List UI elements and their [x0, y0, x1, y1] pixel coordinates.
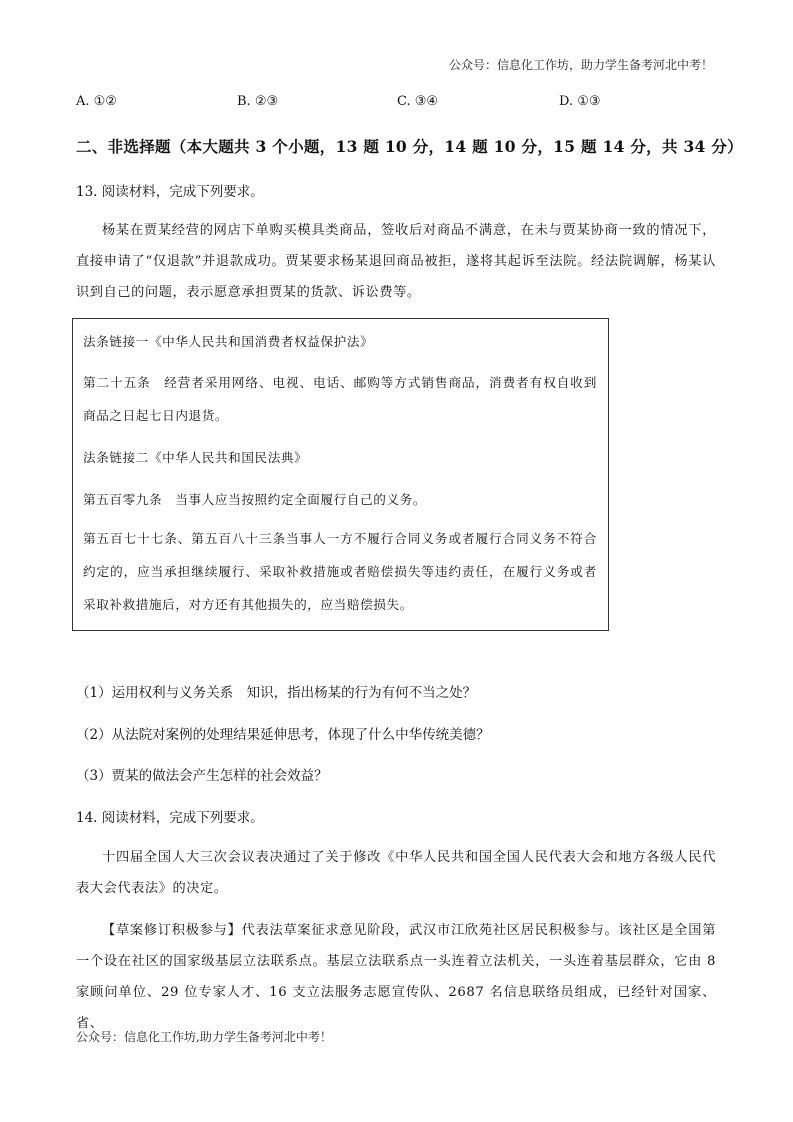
option-b: B. ②③ [237, 94, 279, 109]
option-a: A. ①② [76, 94, 117, 109]
option-d: D. ①③ [559, 94, 601, 109]
answer-options [76, 94, 716, 114]
law-article-25: 第二十五条 经营者采用网络、电视、电话、邮购等方式销售商品，消费者有权自收到商品之日起七日内退货。 [83, 375, 597, 423]
law-article-577-583: 第五百七十七条、第五百八十三条当事人一方不履行合同义务或者履行合同义务不符合约定的，应当承担继续履行、采取补救措施或者赔偿损失等违约责任，在履行义务或者采取补救措施后，对方还有其他损失的，应当赔偿损失。 [83, 531, 597, 612]
q14-title: 14. 阅读材料，完成下列要求。 [76, 810, 264, 826]
law-link-2: 法条链接二《中华人民共和国民法典》 [83, 450, 308, 465]
law-article-509: 第五百零九条 当事人应当按照约定全面履行自己的义务。 [83, 492, 427, 507]
q14-intro: 十四届全国人大三次会议表决通过了关于修改《中华人民共和国全国人民代表大会和地方各级人民代表大会代表法》的决定。 [76, 850, 716, 896]
q13-sub-2: （2）从法院对案例的处理结果延伸思考，体现了什么中华传统美德？ [76, 727, 490, 743]
header-note: 公众号：信息化工作坊，助力学生备考河北中考！ [448, 58, 713, 72]
footer-note: 公众号：信息化工作坊,助力学生备考河北中考！ [76, 1030, 332, 1044]
option-c: C. ③④ [397, 94, 439, 109]
q13-material: 杨某在贾某经营的网店下单购买模具类商品，签收后对商品不满意，在未与贾某协商一致的情况下，直接申请了“仅退款”并退款成功。贾某要求杨某退回商品被拒，遂将其起诉至法院。经法院调解，杨某认识到自己的问题，表示愿意承担贾某的货款、诉讼费等。 [76, 223, 716, 300]
q14-draft-paragraph: 【草案修订积极参与】代表法草案征求意见阶段，武汉市江欣苑社区居民积极参与。该社区是全国第一个设在社区的国家级基层立法联系点。基层立法联系点一头连着立法机关，一头连着基层群众，它由 8 家顾问单位、29 位专家人才、16 支立法服务志愿宣传队、2687 名信息联络员组成，已经针对国家、省、 [76, 923, 716, 1031]
law-box [72, 318, 609, 631]
q13-sub-3: （3）贾某的做法会产生怎样的社会效益？ [76, 768, 328, 784]
section-heading: 二、非选择题（本大题共 3 个小题，13 题 10 分，14 题 10 分，15 题 14 分，共 34 分） [76, 137, 743, 156]
law-link-1: 法条链接一《中华人民共和国消费者权益保护法》 [83, 334, 374, 349]
q13-sub-1: （1）运用权利与义务关系 知识，指出杨某的行为有何不当之处？ [76, 685, 477, 701]
q13-title: 13. 阅读材料，完成下列要求。 [76, 184, 264, 200]
